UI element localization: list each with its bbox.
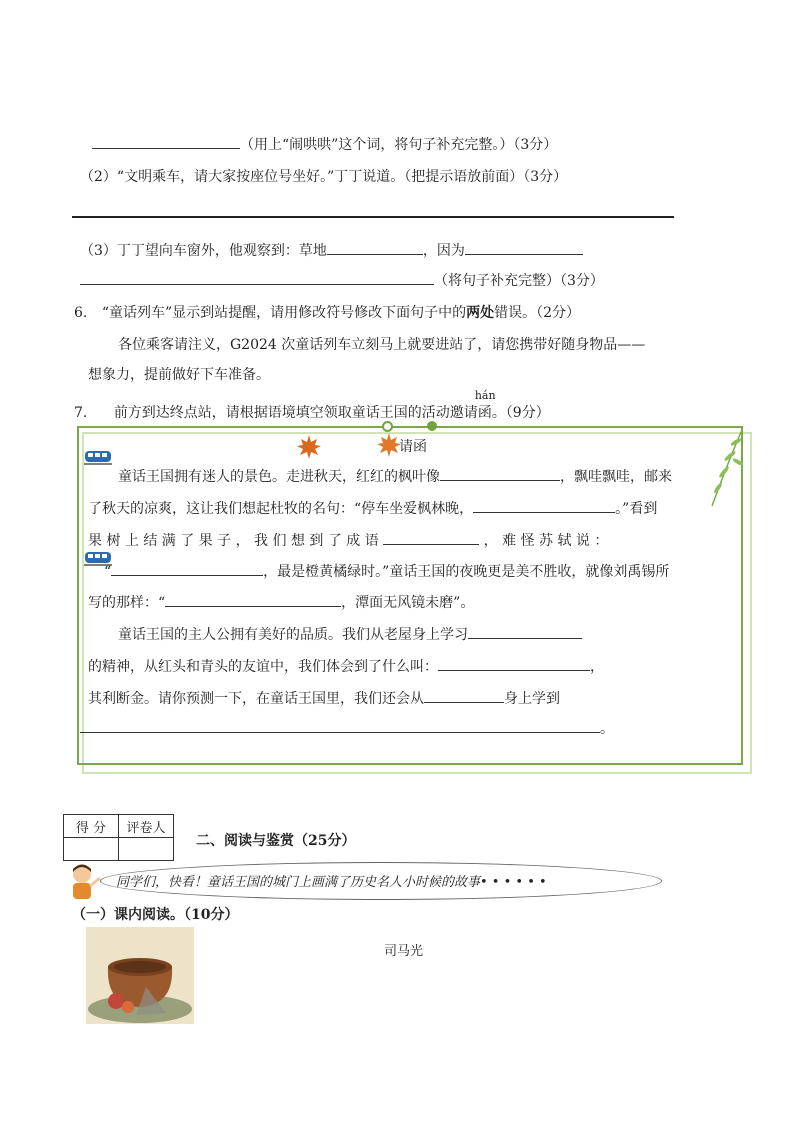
- score-header: 得 分: [64, 815, 119, 838]
- answer-line[interactable]: [72, 216, 674, 218]
- invitation-line: 其利断金。请你预测一下，在童话王国里，我们还会从 身上学到: [88, 688, 560, 708]
- score-cell[interactable]: [64, 838, 119, 861]
- answer-blank[interactable]: [165, 592, 341, 607]
- invitation-line: 童话王国拥有迷人的景色。走进秋天，红红的枫叶像 ，飘哇飘哇，邮来: [118, 466, 672, 486]
- invitation-title: 请函: [399, 439, 427, 455]
- maple-leaf-icon: [296, 434, 322, 460]
- invitation-line: 写的那样：“ ，潭面无风镜未磨”。: [88, 592, 474, 612]
- q5-part3: （3）丁丁望向车窗外，他观察到：草地 ，因为: [80, 240, 583, 260]
- invitation-line: 的精神，从红头和青头的友谊中，我们体会到了什么叫： ，: [88, 656, 604, 676]
- train-icon: [84, 448, 112, 466]
- section-title: 二、阅读与鉴赏（25分）: [196, 833, 356, 849]
- answer-blank[interactable]: [438, 656, 590, 671]
- passage-title: 司马光: [384, 944, 424, 959]
- q5-part3-line2: （将句子补充完整）（3分）: [80, 270, 604, 290]
- frame-dot: [382, 421, 393, 432]
- grader-cell[interactable]: [119, 838, 174, 861]
- q7-prompt: 7. 前方到达终点站，请根据语境填空领取童话王国的活动邀请 hán 函。（9分）: [74, 389, 550, 421]
- q6-sentence-line1: 各位乘客请注义，G2024 次童话列车立刻马上就要进站了，请您携带好随身物品——: [118, 337, 646, 353]
- grader-header: 评卷人: [119, 815, 174, 838]
- answer-blank[interactable]: [424, 688, 504, 703]
- score-table: [63, 814, 174, 861]
- pinyin: hán: [474, 389, 496, 402]
- q6-sentence-line2: 想象力，提前做好下车准备。: [88, 367, 270, 383]
- answer-blank[interactable]: [111, 561, 263, 576]
- question-number: 6.: [74, 305, 88, 321]
- invitation-line: 童话王国的主人公拥有美好的品质。我们从老屋身上学习: [118, 624, 582, 644]
- q5-part2: （2）“文明乘车，请大家按座位号坐好。”丁丁说道。（把提示语放前面）（3分）: [80, 169, 568, 185]
- answer-blank[interactable]: [465, 240, 583, 255]
- invitation-line: 。: [80, 718, 614, 738]
- student-icon: [66, 862, 102, 902]
- invitation-line: 了秋天的凉爽，这让我们想起杜牧的名句：“停车坐爱枫林晚， 。”看到: [88, 498, 657, 518]
- invitation-line: 果 树 上 结 满 了 果 子 ， 我 们 想 到 了 成 语 ， 难 怪 苏 轼 说 ：: [88, 530, 608, 550]
- answer-blank[interactable]: [473, 498, 615, 513]
- answer-blank[interactable]: [383, 530, 479, 545]
- hanzi-with-pinyin: hán 函: [474, 389, 496, 421]
- q5-part1-instruction: （用上“闹哄哄”这个词，将句子补充完整。）（3分）: [240, 137, 558, 153]
- willow-branch-icon: [706, 428, 746, 508]
- bubble-text: 同学们，快看！童话王国的城门上画满了历史名人小时候的故事• • • • • •: [116, 875, 547, 890]
- invitation-line: “ ，最是橙黄橘绿时。”童话王国的夜晚更是美不胜收，就像刘禹锡所: [104, 561, 669, 581]
- q6-prompt: 6. “童话列车”显示到站提醒，请用修改符号修改下面句子中的两处错误。（2分）: [74, 305, 581, 321]
- answer-blank[interactable]: [80, 718, 600, 733]
- answer-blank[interactable]: [327, 240, 423, 255]
- answer-blank[interactable]: [440, 466, 560, 481]
- answer-blank[interactable]: [468, 624, 582, 639]
- q5-part1: [92, 134, 557, 154]
- answer-blank[interactable]: [80, 270, 434, 285]
- water-vat-illustration: [86, 927, 194, 1024]
- question-number: 7.: [74, 405, 88, 421]
- emphasis-text: 两处: [466, 305, 495, 321]
- answer-blank[interactable]: [92, 134, 240, 149]
- subsection-title: （一）课内阅读。（10分）: [72, 907, 239, 923]
- frame-dot: [427, 421, 437, 431]
